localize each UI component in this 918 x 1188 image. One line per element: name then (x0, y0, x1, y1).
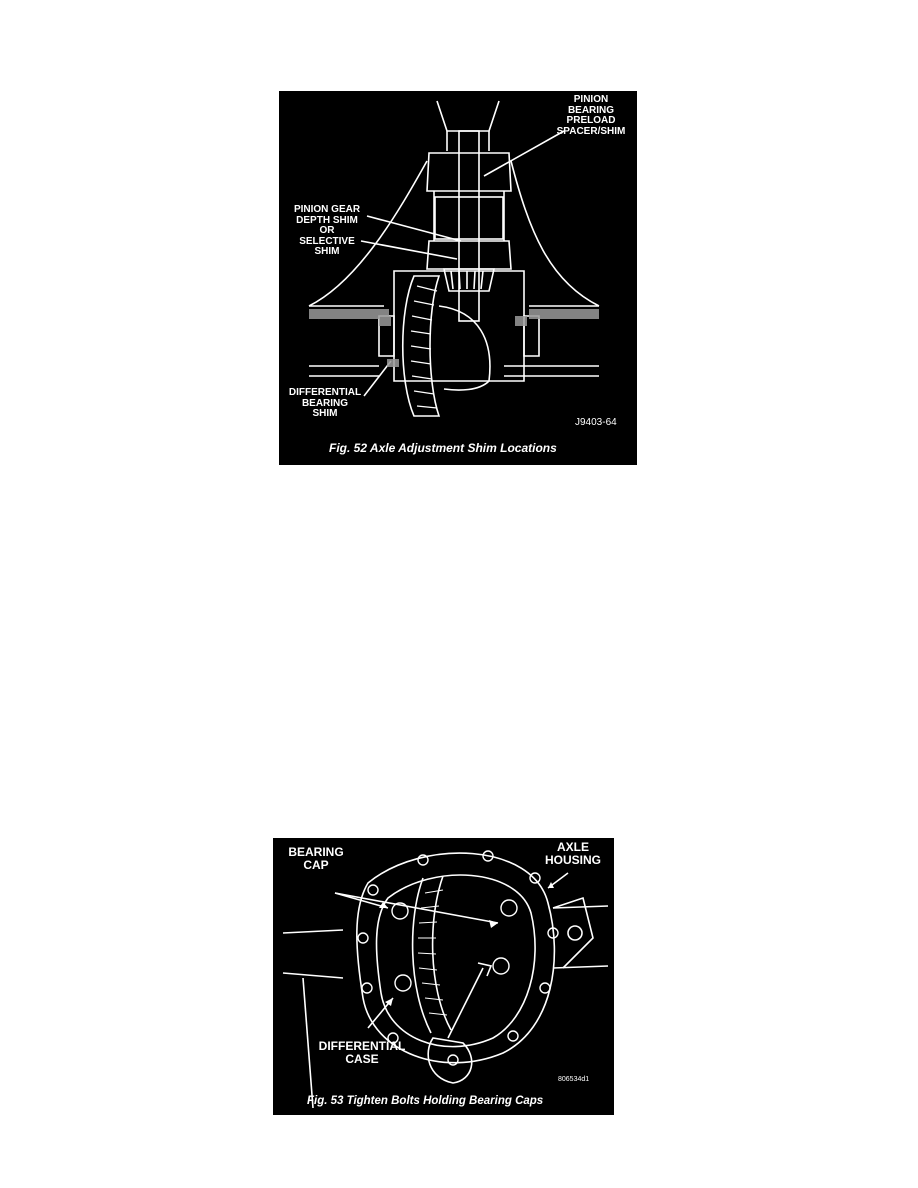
label-pinion-gear-depth-shim: PINION GEAR DEPTH SHIM OR SELECTIVE SHIM (293, 204, 361, 257)
image-code: 806534d1 (558, 1076, 590, 1083)
figure-caption: Fig. 52 Axle Adjustment Shim Locations (329, 441, 557, 455)
figure-caption: Fig. 53 Tighten Bolts Holding Bearing Caps (307, 1095, 544, 1107)
label-bearing-cap: BEARING CAP (288, 845, 344, 872)
label-differential-case: DIFFERENTIAL CASE (318, 1039, 406, 1066)
figure-tighten-bearing-cap-bolts (273, 838, 614, 1115)
image-code: J9403-64 (575, 417, 617, 428)
label-differential-bearing-shim: DIFFERENTIAL BEARING SHIM (288, 387, 362, 419)
label-axle-housing: AXLE HOUSING (544, 840, 601, 867)
differential-housing-illustration (273, 838, 614, 1115)
figure-axle-shim-locations (279, 91, 637, 465)
label-pinion-bearing-preload-spacer-shim: PINION BEARING PRELOAD SPACER/SHIM (556, 94, 626, 137)
